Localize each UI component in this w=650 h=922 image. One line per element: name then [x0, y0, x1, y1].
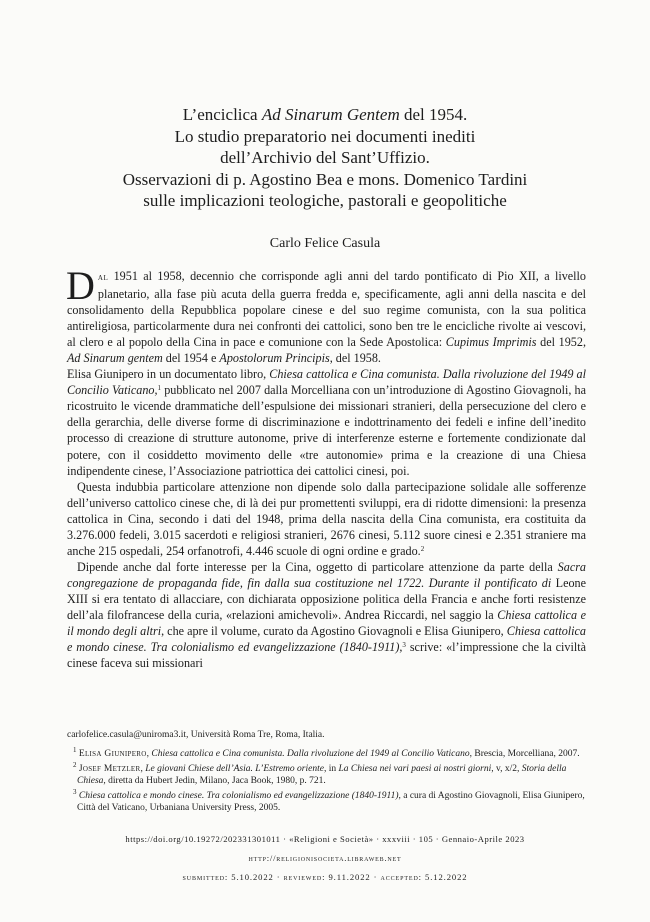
submission-dates: submitted: 5.10.2022 · reviewed: 9.11.2022 · accepted: 5.12.2022	[182, 872, 468, 882]
paragraph-1: Dal 1951 al 1958, decennio che corrisponde agli anni del tardo pontificato di Pio XII, a livello planetario, alla fase più acuta della guerra fredda e, specificamente, agli anni della nascita e del consolidamento della Repubblica popolare cinese e del suo regime comunista, con la sua politica antireligiosa, particolarmente dura nei confronti dei cattolici, sono ben tre le encicliche rivolte ai vescovi, al clero e al popolo della Cina in pace e comunione con la Sede Apostolica: Cupimus Imprimis del 1952, Ad Sinarum gentem del 1954 e Apostolorum Principis, del 1958.	[66, 263, 586, 366]
paragraph-3: Questa indubbia particolare attenzione non dipende solo dalla partecipazione solidale alle sofferenze dell’universo cattolico cinese che, di là dei pur promettenti sviluppi, era di ridotte dimensioni: la presenza cattolica in Cina, secondo i dati del 1948, prima della nascita della Cina comunista, era costituita da 3.276.000 fedeli, 3.015 sacerdoti e religiosi stranieri, 2676 cinesi, 5.112 suore cinesi e 2.351 straniere ma anche 215 ospedali, 254 orfanotrofi, 4.446 scuole di ogni ordine e grado.$^2$	[67, 479, 586, 558]
author-name: Carlo Felice Casula	[269, 236, 381, 251]
footnote-ref-3[interactable]: 3	[402, 641, 406, 650]
title-line-3: dell’Archivio del Sant’Uffizio.	[220, 148, 430, 168]
footnote-ref-1[interactable]: 1	[157, 384, 162, 393]
footnote-3: $^3$ Chiesa cattolica e mondo cinese. Tra colonialismo ed evangelizzazione (1840-1911), a cura di Agostino Giovagnoli, Elisa Giunipero, Città del Vaticano, Urbaniana University Press, 2005.	[73, 787, 585, 814]
journal-url[interactable]: http://religionisocieta.libraweb.net	[248, 853, 402, 863]
footnote-ref-2[interactable]: 2	[420, 544, 425, 553]
title-line-4: Osservazioni di p. Agostino Bea e mons. Domenico Tardini	[122, 169, 528, 189]
footnotes	[67, 729, 586, 816]
title-line-1: L’enciclica Ad Sinarum Gentem del 1954.	[182, 105, 468, 124]
footnote-1: $^1$ Elisa Giunipero, Chiesa cattolica e Cina comunista. Dalla rivoluzione del 1949 al Concilio Vaticano, Brescia, Morcelliana, 2007.	[73, 746, 580, 760]
author-affiliation: carlofelice.casula@uniroma3.it, Università Roma Tre, Roma, Italia.	[67, 730, 325, 740]
footnote-2: $^2$ Josef Metzler, Le giovani Chiese dell’Asia. L’Estremo oriente, in La Chiesa nei vari paesi ai nostri giorni, v, x/2, Storia della Chiesa, diretta da Hubert Jedin, Milano, Jaca Book, 1980, p. 721.	[73, 760, 567, 787]
title-line-2: Lo studio preparatorio nei documenti inediti	[174, 126, 476, 146]
doi-line[interactable]: https://doi.org/10.19272/202331301011 · «Religioni e Società» · xxxviii · 105 · Gennaio-Aprile 2023	[125, 834, 525, 844]
drop-cap: D	[66, 263, 95, 308]
title-line-5: sulle implicazioni teologiche, pastorali e geopolitiche	[143, 191, 507, 211]
article-body	[66, 263, 587, 671]
paragraph-4: Dipende anche dal forte interesse per la Cina, oggetto di particolare attenzione da parte della Sacra congregazione de propaganda fide, fin dalla sua costituzione nel 1722. Durante il pontificato di Leone XIII si era tentato di allacciare, con dichiarata opposizione politica della Francia e anche forti resistenze dell’ala filofrancese della curia, «relazioni amichevoli». Andrea Riccardi, nel saggio la Chiesa cattolica e il mondo degli altri, che apre il volume, curato da Agostino Giovagnoli e Elisa Giunipero, Chiesa cattolica e mondo cinese. Tra colonialismo ed evangelizzazione (1840-1911),$^3$ scrive: «l’impressione che la civiltà cinese faceva sui missionari	[67, 559, 587, 671]
paragraph-2: Elisa Giunipero in un documentato libro, Chiesa cattolica e Cina comunista. Dalla rivoluzione del 1949 al Concilio Vaticano,$^1$ pubblicato nel 2007 dalla Morcelliana con un’introduzione di Agostino Giovagnoli, ha ricostruito le vicende drammatiche dell’espulsione dei missionari stranieri, della persecuzione del clero e della gerarchia, delle diverse forme di discriminazione e indottrinamento dei fedeli e infine dell’inedito processo di creazione di strutture autonome, prive di interferenze esterne e fortemente condizionate dal potere, con il cosiddetto movimento delle «tre autonomie» prima e la creazione di una Chiesa indipendente cinese, l’Associazione patriottica dei cattolici cinesi, poi.	[67, 367, 587, 478]
article-title	[40, 104, 610, 212]
